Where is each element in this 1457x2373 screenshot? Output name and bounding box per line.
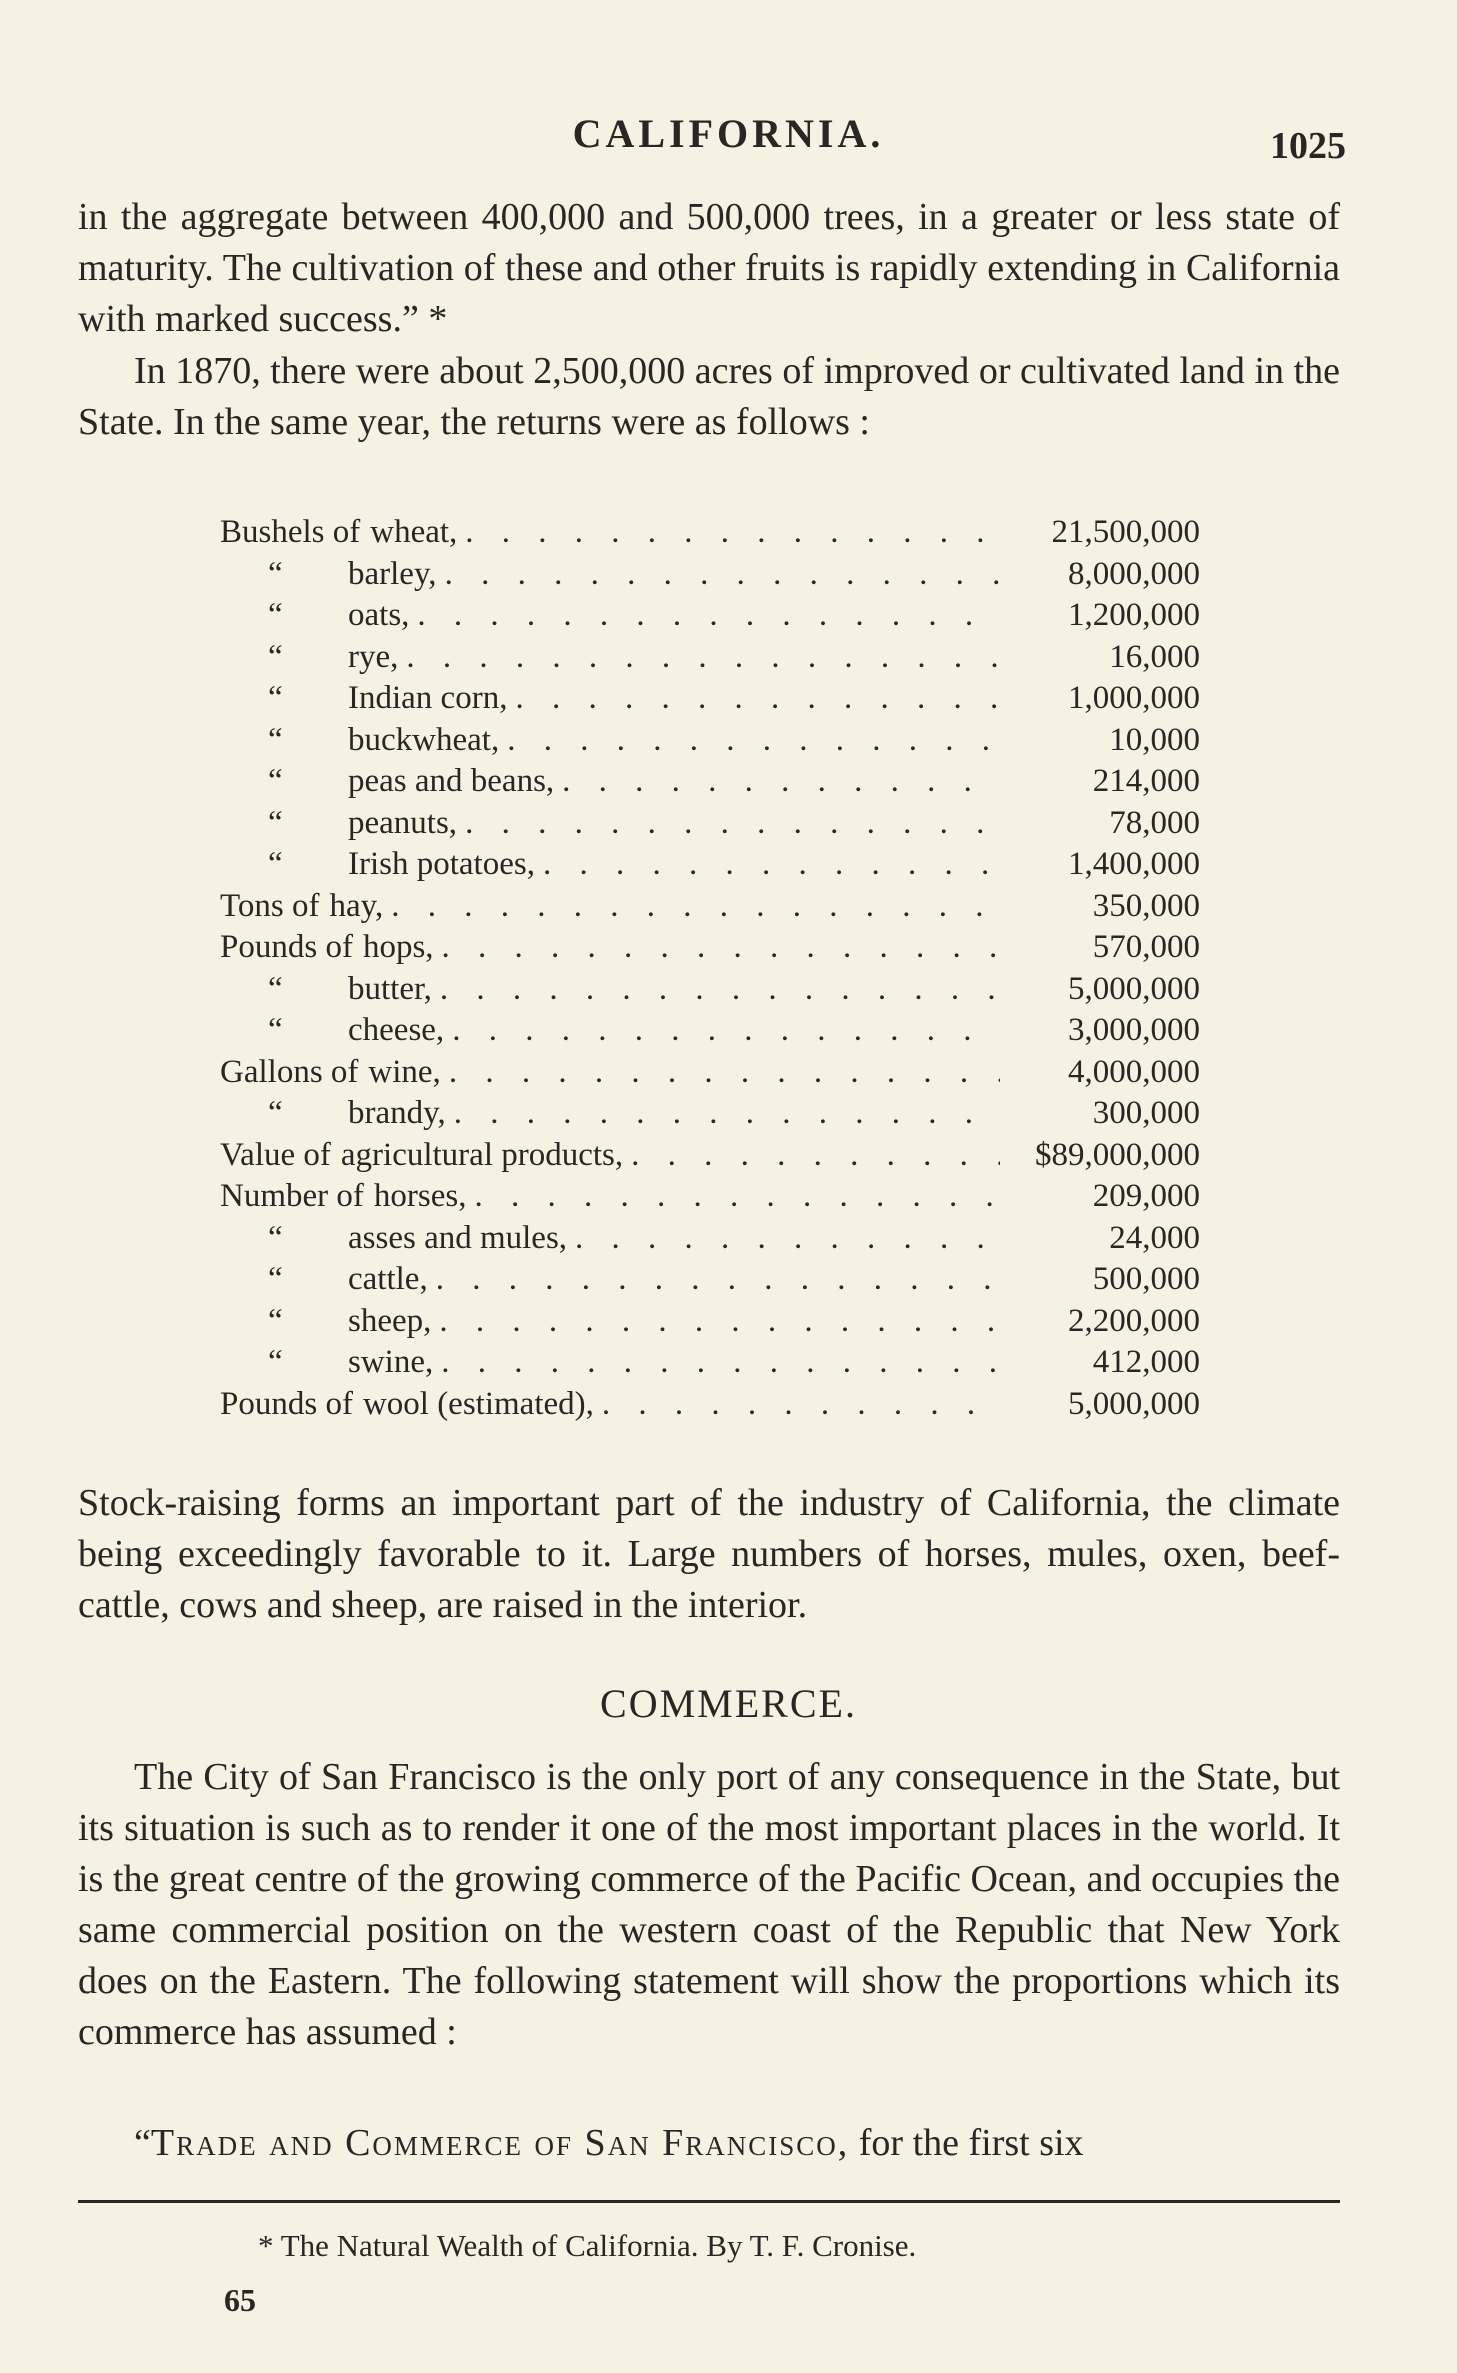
row-value: 350,000	[1092, 887, 1200, 924]
row-label-text	[220, 512, 465, 554]
row-item: agricultural products,	[340, 1136, 624, 1173]
row-label-text	[220, 1052, 449, 1094]
table-row	[220, 969, 1220, 1011]
row-value: 5,000,000	[1068, 1385, 1200, 1422]
trade-title: Trade and Commerce of San Francisco,	[150, 2122, 850, 2164]
table-row	[220, 1384, 1220, 1426]
row-value: 16,000	[1109, 638, 1200, 675]
row-label-text	[220, 678, 515, 720]
row-label	[220, 1135, 1000, 1177]
paragraph-trade-statement	[78, 2118, 1340, 2169]
row-label	[220, 1176, 1000, 1218]
paragraph-stock-raising: Stock-raising forms an important part of the industry of California, the climate being exceedingly favorable to it. Large numbers of horses, mules, oxen, beef-cattle, cows and sheep, are raised in the interior.	[78, 1482, 1340, 1626]
row-value: 209,000	[1092, 1178, 1200, 1214]
table-row	[220, 1135, 1220, 1177]
row-label-text	[220, 1301, 439, 1343]
table-row	[220, 761, 1220, 803]
row-label	[220, 761, 1000, 803]
ditto-mark: “	[268, 597, 283, 633]
row-label-text	[220, 554, 445, 596]
row-item: cheese,	[348, 1012, 445, 1048]
row-item: wine,	[368, 1053, 441, 1090]
row-value: 500,000	[1092, 1261, 1200, 1297]
row-value: 1,000,000	[1068, 680, 1200, 716]
footnote: * The Natural Wealth of California. By T. F. Cronise.	[258, 2228, 917, 2263]
row-label	[220, 1052, 1000, 1094]
row-label	[220, 720, 1000, 762]
table-row	[220, 1301, 1220, 1343]
table-row	[220, 803, 1220, 845]
row-label	[220, 1259, 1000, 1301]
row-label-text	[220, 720, 507, 762]
trade-rest: for the first six	[849, 2122, 1084, 2164]
table-row	[220, 637, 1220, 679]
row-item: buckwheat,	[348, 721, 500, 758]
row-item: peas and beans,	[348, 763, 555, 799]
row-label	[220, 803, 1000, 845]
row-label-text	[220, 1010, 452, 1052]
row-value: 412,000	[1092, 1344, 1200, 1380]
ditto-mark: “	[268, 680, 283, 716]
row-item: sheep,	[348, 1302, 432, 1339]
table-row	[220, 1052, 1220, 1094]
paragraph-fruit-trees: in the aggregate between 400,000 and 500,000 trees, in a greater or less state of maturity. The cultivation of these and other fruits is rapidly extending in California with marked success.” *	[78, 196, 1340, 340]
ditto-mark: “	[268, 970, 283, 1007]
table-row	[220, 720, 1220, 762]
row-label-text	[220, 761, 562, 803]
table-row	[220, 1093, 1220, 1135]
section-heading: COMMERCE.	[600, 1681, 857, 1726]
row-prefix: Bushels of	[220, 514, 361, 550]
row-label-text	[220, 1342, 441, 1384]
row-label	[220, 1093, 1000, 1135]
ditto-mark: “	[268, 763, 283, 799]
row-value: 78,000	[1109, 804, 1200, 841]
row-label-text	[220, 1093, 454, 1135]
row-value: 4,000,000	[1068, 1053, 1200, 1090]
row-item: hay,	[329, 887, 384, 924]
row-value: 1,400,000	[1068, 846, 1200, 882]
page-number: 1025	[1270, 125, 1346, 167]
ditto-mark: “	[268, 846, 283, 882]
row-label	[220, 554, 1000, 596]
footnote-divider	[78, 2200, 1340, 2203]
row-value: $89,000,000	[1035, 1136, 1200, 1173]
table-row	[220, 1342, 1220, 1384]
ditto-mark: “	[268, 721, 283, 758]
row-item: wool (estimated),	[362, 1385, 594, 1422]
row-label	[220, 1010, 1000, 1052]
row-label-text	[220, 927, 442, 969]
row-label-text	[220, 1218, 575, 1260]
row-label	[220, 927, 1000, 969]
signature-mark: 65	[224, 2282, 256, 2318]
row-label	[220, 886, 1000, 928]
row-label-text	[220, 1259, 436, 1301]
row-value: 24,000	[1109, 1219, 1200, 1256]
row-label	[220, 637, 1000, 679]
row-item: hops,	[362, 929, 434, 965]
row-label	[220, 1384, 1000, 1426]
ditto-mark: “	[268, 1344, 283, 1380]
row-label-text	[220, 1176, 474, 1218]
row-prefix: Pounds of	[220, 1385, 353, 1422]
table-row	[220, 927, 1220, 969]
table-row	[220, 886, 1220, 928]
row-item: oats,	[348, 597, 410, 633]
running-title: CALIFORNIA.	[572, 111, 885, 156]
row-label	[220, 512, 1000, 554]
row-label	[220, 1342, 1000, 1384]
row-value: 1,200,000	[1068, 597, 1200, 633]
row-label	[220, 595, 1000, 637]
row-label	[220, 678, 1000, 720]
row-label-text	[220, 1384, 602, 1426]
row-prefix: Value of	[220, 1136, 331, 1173]
row-item: butter,	[348, 970, 432, 1007]
paragraph-cultivated-land: In 1870, there were about 2,500,000 acres of improved or cultivated land in the State. In the same year, the returns were as follows :	[78, 350, 1340, 443]
table-row	[220, 512, 1220, 554]
row-item: peanuts,	[348, 804, 458, 841]
agricultural-returns-table	[220, 512, 1220, 1425]
row-prefix: Gallons of	[220, 1053, 359, 1090]
row-value: 2,200,000	[1068, 1302, 1200, 1339]
row-item: barley,	[348, 555, 437, 592]
table-row	[220, 1010, 1220, 1052]
ditto-mark: “	[268, 1095, 283, 1131]
table-row	[220, 844, 1220, 886]
row-item: swine,	[348, 1344, 434, 1380]
row-prefix: Tons of	[220, 887, 320, 924]
row-item: Indian corn,	[348, 680, 508, 716]
row-label-text	[220, 969, 440, 1011]
quote-open: “	[134, 2122, 151, 2164]
row-label	[220, 969, 1000, 1011]
paragraph-commerce-text: The City of San Francisco is the only port of any consequence in the State, but its situation is such as to render it one of the most important places in the world. It is the great centre of the growing commerce of the Pacific Ocean, and occupies the same commercial position on the western coast of the Republic that New York does on the Eastern. The following statement will show the proportions which its commerce has assumed :	[78, 1756, 1340, 2053]
table-row	[220, 554, 1220, 596]
paragraph-commerce	[78, 1752, 1340, 2058]
ditto-mark: “	[268, 1302, 283, 1339]
row-item: asses and mules,	[348, 1219, 568, 1256]
row-value: 214,000	[1092, 763, 1200, 799]
table-row	[220, 595, 1220, 637]
table-row	[220, 678, 1220, 720]
row-item: Irish potatoes,	[348, 846, 535, 882]
ditto-mark: “	[268, 804, 283, 841]
row-label-text	[220, 595, 417, 637]
row-label	[220, 844, 1000, 886]
row-item: wheat,	[370, 514, 458, 550]
row-value: 570,000	[1092, 929, 1200, 965]
row-label	[220, 1218, 1000, 1260]
row-label-text	[220, 844, 543, 886]
row-label-text	[220, 637, 406, 679]
ditto-mark: “	[268, 1219, 283, 1256]
row-value: 21,500,000	[1051, 514, 1200, 550]
ditto-mark: “	[268, 555, 283, 592]
ditto-mark: “	[268, 638, 283, 675]
row-value: 3,000,000	[1068, 1012, 1200, 1048]
row-value: 300,000	[1092, 1095, 1200, 1131]
row-label	[220, 1301, 1000, 1343]
row-label-text	[220, 803, 465, 845]
row-value: 10,000	[1109, 721, 1200, 758]
row-prefix: Pounds of	[220, 929, 353, 965]
row-item: cattle,	[348, 1261, 428, 1297]
ditto-mark: “	[268, 1261, 283, 1297]
row-item: brandy,	[348, 1095, 446, 1131]
table-row	[220, 1218, 1220, 1260]
ditto-mark: “	[268, 1012, 283, 1048]
row-value: 8,000,000	[1068, 555, 1200, 592]
table-row	[220, 1176, 1220, 1218]
row-prefix: Number of	[220, 1178, 364, 1214]
row-item: rye,	[348, 638, 399, 675]
row-item: horses,	[373, 1178, 467, 1214]
table-row	[220, 1259, 1220, 1301]
row-value: 5,000,000	[1068, 970, 1200, 1007]
row-label-text	[220, 1135, 631, 1177]
row-label-text	[220, 886, 391, 928]
